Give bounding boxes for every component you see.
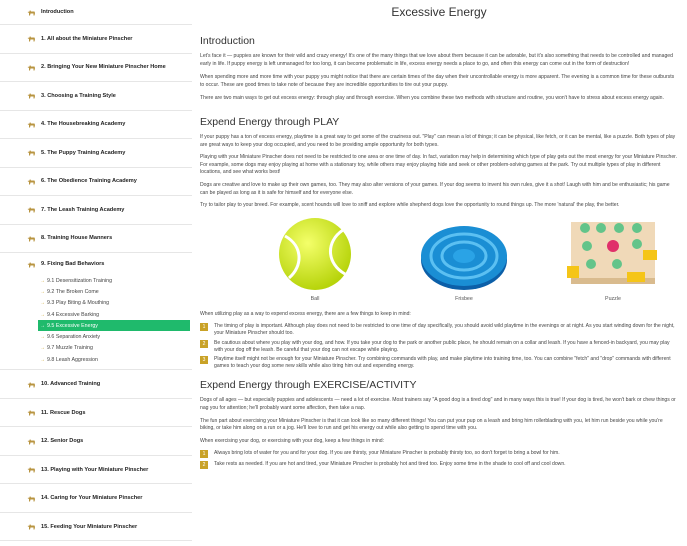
sidebar-item[interactable] bbox=[0, 370, 192, 399]
sidebar-item-label: 6. The Obedience Training Academy bbox=[41, 178, 137, 185]
sidebar-item[interactable] bbox=[0, 456, 192, 485]
sidebar-item-chapter-9[interactable] bbox=[0, 253, 192, 275]
frisbee-image bbox=[419, 216, 509, 292]
sidebar bbox=[0, 0, 192, 546]
sidebar-subitem-label: 9.6 Separation Anxiety bbox=[47, 334, 101, 341]
arrow-right-icon: → bbox=[40, 356, 45, 363]
toy-frisbee bbox=[419, 216, 509, 302]
sidebar-subitem-label: 9.5 Excessive Energy bbox=[47, 322, 98, 329]
sidebar-item[interactable] bbox=[0, 168, 192, 197]
dog-icon bbox=[27, 64, 36, 71]
arrow-right-icon: → bbox=[40, 288, 45, 295]
dog-icon bbox=[27, 206, 36, 213]
paragraph: Dogs are creative and love to make up their own games, too. They may also alter versions of your games. If your dog seems to invent his own rules, give it a shot! Laugh with him and be enthusiastic; his game can be played as long as it is safe for himself and for everyone else. bbox=[200, 181, 670, 196]
sidebar-item[interactable] bbox=[0, 111, 192, 140]
sidebar-subitem-label: 9.2 The Broken Come bbox=[47, 288, 99, 295]
tip-text: Take rests as needed. If you are hot and tired, your Miniature Pinscher is probably hot and tired too. Enjoy some time in the shade to cool off and cool down. bbox=[214, 460, 566, 467]
sidebar-item[interactable] bbox=[0, 25, 192, 54]
tip-number-badge: 2 bbox=[200, 461, 208, 469]
arrow-right-icon: → bbox=[40, 311, 45, 318]
arrow-right-icon: → bbox=[40, 334, 45, 341]
toy-caption: Frisbee bbox=[455, 295, 473, 302]
toy-ball bbox=[270, 216, 360, 302]
toy-caption: Puzzle bbox=[605, 295, 621, 302]
sidebar-item[interactable] bbox=[0, 196, 192, 225]
arrow-right-icon: → bbox=[40, 277, 45, 284]
toy-gallery bbox=[200, 216, 678, 302]
tip-item bbox=[200, 461, 678, 469]
paragraph: When spending more and more time with your puppy you might notice that there are certain times of the day when their uncontrollable energy is more apparent. The evening is a common time for these outbursts to occur. These are good times to take note of because they are incredible opportunities to tire out your puppy. bbox=[200, 74, 675, 88]
sidebar-item-label: 2. Bringing Your New Miniature Pinscher Home bbox=[41, 64, 166, 71]
paragraph: When utilizing play as a way to expend excess energy, there are a few things to keep in mind: bbox=[200, 310, 411, 317]
sidebar-subitem-label: 9.4 Excessive Barking bbox=[47, 311, 100, 318]
sidebar-item[interactable] bbox=[0, 139, 192, 168]
dog-icon bbox=[27, 438, 36, 445]
dog-icon bbox=[27, 9, 36, 16]
sidebar-chapter-9 bbox=[0, 253, 192, 370]
section-heading-play: Expend Energy through PLAY bbox=[200, 115, 340, 128]
sidebar-item-label: 9. Fixing Bad Behaviors bbox=[41, 261, 105, 267]
dog-icon bbox=[27, 149, 36, 156]
dog-icon bbox=[27, 495, 36, 502]
paragraph: Dogs of all ages — but especially puppies and adolescents — need a lot of exercise. Most trainers say "A good dog is a tired dog" and in many ways this is true! If your dog is tired, he won't bark or chew things or nag you for attention; he'll probably want some affection, then take a nap. bbox=[200, 397, 676, 411]
tip-item bbox=[200, 450, 678, 458]
sidebar-subitem[interactable] bbox=[0, 309, 192, 320]
sidebar-subitem[interactable] bbox=[0, 275, 192, 286]
sidebar-item-label: 15. Feeding Your Miniature Pinscher bbox=[41, 523, 138, 530]
paragraph: Try to tailor play to your breed. For example, scent hounds will love to sniff and explore while shepherd dogs love the opportunity to round things up. The more 'natural' the play, the better. bbox=[200, 202, 620, 209]
dog-icon bbox=[27, 381, 36, 388]
sidebar-subitem-label: 9.1 Desensitization Training bbox=[47, 277, 113, 284]
sidebar-item-label: 3. Choosing a Training Style bbox=[41, 92, 116, 99]
sidebar-item-label: 7. The Leash Training Academy bbox=[41, 206, 125, 213]
tip-text: Playtime itself might not be enough for your Miniature Pinscher. Try combining commands with play, and make playtime into training time, too. You can combine "fetch" and "drop" commands with different games to teach your dog some new skills while also tiring him out and expending energy. bbox=[214, 356, 671, 370]
sidebar-item[interactable] bbox=[0, 54, 192, 83]
tip-text: The timing of play is important. Although play does not need to be restricted to one time of day specifically, you should avoid wild playtime in the evenings or at night. As you start winding down for the night, your Miniature Pinscher should too. bbox=[214, 323, 675, 337]
sidebar-item-label: 12. Senior Dogs bbox=[41, 438, 84, 445]
sidebar-subitem-label: 9.3 Play Biting & Mouthing bbox=[47, 300, 110, 307]
sidebar-item-label: 5. The Puppy Training Academy bbox=[41, 149, 126, 156]
sidebar-subitem-active[interactable] bbox=[38, 320, 190, 331]
tip-item bbox=[200, 356, 678, 370]
paragraph: Playing with your Miniature Pinscher does not need to be restricted to one area or one time of day. In fact, variation may help in determining which type of play gets out the most energy for your Miniature Pinscher. For example, some dogs may enjoy playing at home with a stationary toy, while others may enjoy playing hide and seek or other problem-solving games at the park. Try out multiple types of play in different locations, and see what works best! bbox=[200, 154, 677, 176]
dog-icon bbox=[27, 235, 36, 242]
sidebar-item[interactable] bbox=[0, 82, 192, 111]
sidebar-item-label: 8. Training House Manners bbox=[41, 235, 113, 242]
arrow-right-icon: → bbox=[40, 345, 45, 352]
tip-number-badge: 3 bbox=[200, 356, 208, 364]
main-content bbox=[200, 0, 678, 546]
sidebar-item-label: 1. All about the Miniature Pinscher bbox=[41, 35, 133, 42]
dog-icon bbox=[27, 35, 36, 42]
page-title: Excessive Energy bbox=[391, 5, 487, 19]
play-tips-list bbox=[200, 323, 678, 370]
tip-text: Be cautious about where you play with your dog, and how. If you take your dog to the park or another public place, he should remain on a collar and leash. If you have a fenced-in backyard, you may play with your dog off the leash. Be careful that your dog can not escape while playing. bbox=[214, 339, 670, 353]
sidebar-subitem-label: 9.7 Muzzle Training bbox=[47, 345, 93, 352]
toy-puzzle bbox=[568, 216, 658, 302]
paragraph: When exercising your dog, or exercising with your dog, keep a few things in mind: bbox=[200, 437, 385, 444]
paragraph: If your puppy has a ton of excess energy, playtime is a great way to get some of the craziness out. "Play" can mean a lot of things; it can be physical, like fetch, or it can be mental, like a puzzle. Both types of play are great ways to keep your dog occupied, and you need to be providing ample opportunity for both types. bbox=[200, 133, 676, 148]
dog-icon bbox=[27, 261, 36, 268]
sidebar-subitem[interactable] bbox=[0, 331, 192, 342]
arrow-right-icon: → bbox=[40, 300, 45, 307]
paragraph: There are two main ways to get out excess energy: through play and through exercise. When you combine these two methods with structure and routine, you won't have to stress about excess energy again. bbox=[200, 95, 664, 102]
sidebar-item-label: 14. Caring for Your Miniature Pinscher bbox=[41, 495, 143, 502]
dog-icon bbox=[27, 409, 36, 416]
sidebar-item[interactable] bbox=[0, 399, 192, 428]
dog-icon bbox=[27, 178, 36, 185]
tip-number-badge: 1 bbox=[200, 450, 208, 458]
exercise-tips-list bbox=[200, 450, 678, 469]
sidebar-item-label: 13. Playing with Your Miniature Pinscher bbox=[41, 466, 149, 473]
paragraph: Let's face it — puppies are known for their wild and crazy energy! It's one of the many things that we love about them because it can be adorable, but it's also something that needs to be controlled and managed early in life. If puppy energy is left unmanaged for too long, it can become problematic in life, excess energy needs a place to go, and often this energy can come out in the form of destruction! bbox=[200, 53, 673, 67]
sidebar-item[interactable] bbox=[0, 427, 192, 456]
sidebar-subitem[interactable] bbox=[0, 354, 192, 365]
sidebar-item-introduction[interactable] bbox=[0, 0, 192, 25]
sidebar-item-label: 10. Advanced Training bbox=[41, 381, 101, 388]
dog-icon bbox=[27, 466, 36, 473]
sidebar-subitem[interactable] bbox=[0, 286, 192, 297]
sidebar-subitem-label: 9.8 Leash Aggression bbox=[47, 356, 98, 363]
sidebar-item-label: 4. The Housebreaking Academy bbox=[41, 121, 126, 128]
dog-icon bbox=[27, 121, 36, 128]
dog-icon bbox=[27, 92, 36, 99]
sidebar-item-label: 11. Rescue Dogs bbox=[41, 409, 86, 416]
sidebar-item[interactable] bbox=[0, 484, 192, 513]
sidebar-item[interactable] bbox=[0, 225, 192, 254]
sidebar-subitem[interactable] bbox=[0, 298, 192, 309]
tip-number-badge: 1 bbox=[200, 323, 208, 331]
section-heading-introduction: Introduction bbox=[200, 35, 255, 47]
toy-caption: Ball bbox=[310, 295, 320, 302]
tennis-ball-image bbox=[277, 216, 353, 292]
tip-item bbox=[200, 323, 678, 337]
dog-icon bbox=[27, 523, 36, 530]
sidebar-item-label: Introduction bbox=[41, 9, 74, 15]
tip-number-badge: 2 bbox=[200, 340, 208, 348]
section-heading-exercise: Expend Energy through EXERCISE/ACTIVITY bbox=[200, 379, 417, 392]
sidebar-item[interactable] bbox=[0, 513, 192, 542]
arrow-right-icon: → bbox=[40, 322, 45, 329]
paragraph: The fun part about exercising your Miniature Pinscher is that it can look like so many different things! You can put your pup on a leash and bring him rollerblading with you, let him run beside you while you're biking, or take him along on a run or a jog. He'll love to run and get his energy out while also getting to spend time with you. bbox=[200, 417, 663, 432]
tip-item bbox=[200, 340, 678, 354]
sidebar-subitem[interactable] bbox=[0, 343, 192, 354]
tip-text: Always bring lots of water for you and for your dog. If you are thirsty, your Miniature Pinscher is probably thirsty too, so don't forget to bring a bowl for him. bbox=[214, 450, 560, 457]
puzzle-image bbox=[567, 216, 659, 292]
